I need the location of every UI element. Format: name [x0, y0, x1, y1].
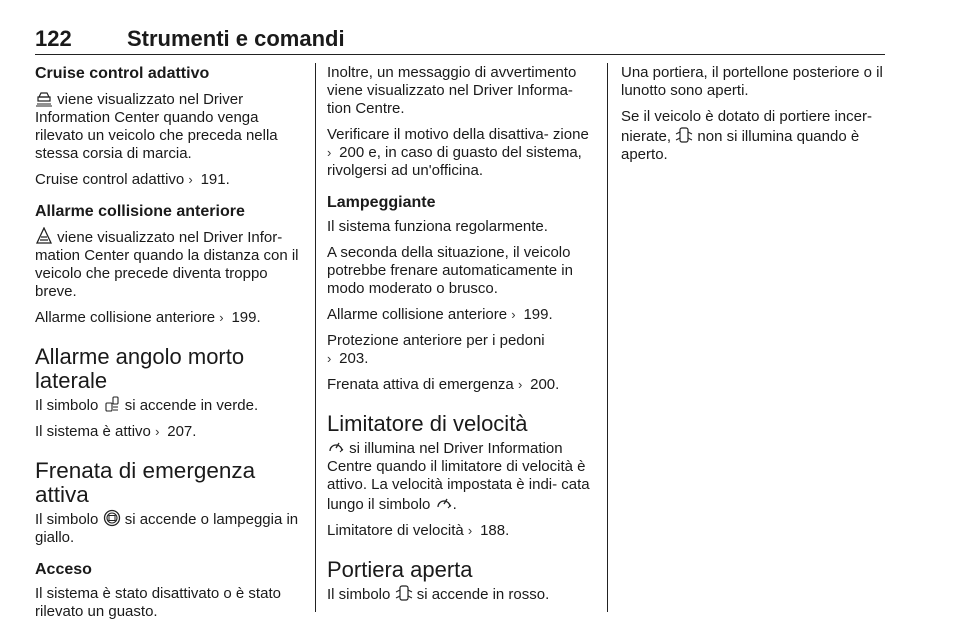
flash-ref-3: Frenata attiva di emergenza › 200.	[327, 376, 560, 393]
column-divider-2	[607, 63, 608, 612]
page-ref-arrow-icon: ›	[155, 424, 160, 439]
page-ref-arrow-icon: ›	[467, 523, 473, 538]
column-divider-1	[315, 63, 316, 612]
page-ref-arrow-icon: ›	[188, 172, 193, 187]
limiter-ref: Limitatore di velocità › 188.	[327, 522, 510, 539]
door-open-icon	[395, 584, 413, 602]
fcw-paragraph: viene visualizzato nel Driver Infor- mation Center quando la distanza con il veicolo che precede diventa troppo breve.	[35, 229, 299, 300]
limiter-paragraph: si illumina nel Driver Information Centre quando il limitatore di velocità è attivo. La velocità impostata è indi- cata lungo il simbolo .	[327, 440, 590, 513]
collision-warning-icon	[35, 227, 53, 245]
acc-ref: Cruise control adattivo › 191.	[35, 171, 230, 188]
fcw-ref: Allarme collisione anteriore › 199.	[35, 309, 261, 326]
flash-ref-2: Protezione anteriore per i pedoni › 203.	[327, 332, 545, 367]
warning-paragraph: Inoltre, un messaggio di avvertimento viene visualizzato nel Driver Informa- tion Centre.	[327, 64, 577, 117]
door-paragraph: Il simbolo si accende in rosso.	[327, 586, 550, 603]
blind-spot-heading: Allarme angolo morto laterale	[35, 344, 245, 393]
blind-spot-icon	[103, 395, 121, 413]
blind-spot-paragraph: Il simbolo si accende in verde.	[35, 397, 259, 414]
page-ref-arrow-icon: ›	[327, 145, 332, 160]
fcw-heading: Allarme collisione anteriore	[35, 203, 245, 220]
page-header	[35, 26, 885, 54]
flash-paragraph-2: A seconda della situazione, il veicolo potrebbe frenare automaticamente in modo moderato o brusco.	[327, 244, 573, 297]
speed-limiter-icon	[327, 438, 345, 456]
page-ref-arrow-icon: ›	[511, 307, 516, 322]
on-heading: Acceso	[35, 561, 92, 578]
acc-heading: Cruise control adattivo	[35, 65, 210, 82]
door-heading: Portiera aperta	[327, 557, 473, 582]
header-rule	[35, 54, 885, 55]
flash-heading: Lampeggiante	[327, 194, 436, 211]
acc-paragraph: viene visualizzato nel Driver Information Center quando venga rilevato un veicolo che preceda nella stessa corsia di marcia.	[35, 91, 278, 162]
flash-paragraph-1: Il sistema funziona regolarmente.	[327, 218, 548, 235]
limiter-heading: Limitatore di velocità	[327, 411, 528, 436]
emergency-braking-icon	[103, 509, 121, 527]
aeb-paragraph: Il simbolo si accende o lampeggia in giallo.	[35, 511, 299, 546]
speed-limiter-icon	[435, 494, 453, 512]
on-paragraph: Il sistema è stato disattivato o è stato rilevato un guasto.	[35, 585, 281, 620]
door-open-paragraph: Una portiera, il portellone posteriore o il lunotto sono aperti.	[621, 64, 883, 99]
page-ref-arrow-icon: ›	[219, 310, 224, 325]
column-3	[621, 64, 885, 172]
column-2	[327, 64, 591, 612]
vehicle-ahead-icon	[35, 89, 53, 107]
column-1	[35, 64, 299, 629]
page-number: 122	[35, 26, 72, 51]
page-ref-arrow-icon: ›	[327, 351, 332, 366]
blind-spot-ref: Il sistema è attivo › 207.	[35, 423, 197, 440]
flash-ref-1: Allarme collisione anteriore › 199.	[327, 306, 553, 323]
page-ref-arrow-icon: ›	[517, 377, 523, 392]
chapter-title: Strumenti e comandi	[127, 26, 345, 51]
check-paragraph: Verificare il motivo della disattiva- zione › 200 e, in caso di guasto del sistema, rivolgersi ad un'officina.	[327, 126, 589, 179]
aeb-heading: Frenata di emergenza attiva	[35, 458, 256, 507]
door-open-icon	[675, 126, 693, 144]
hinged-doors-paragraph: Se il veicolo è dotato di portiere incer- nierate, non si illumina quando è aperto.	[621, 108, 872, 163]
